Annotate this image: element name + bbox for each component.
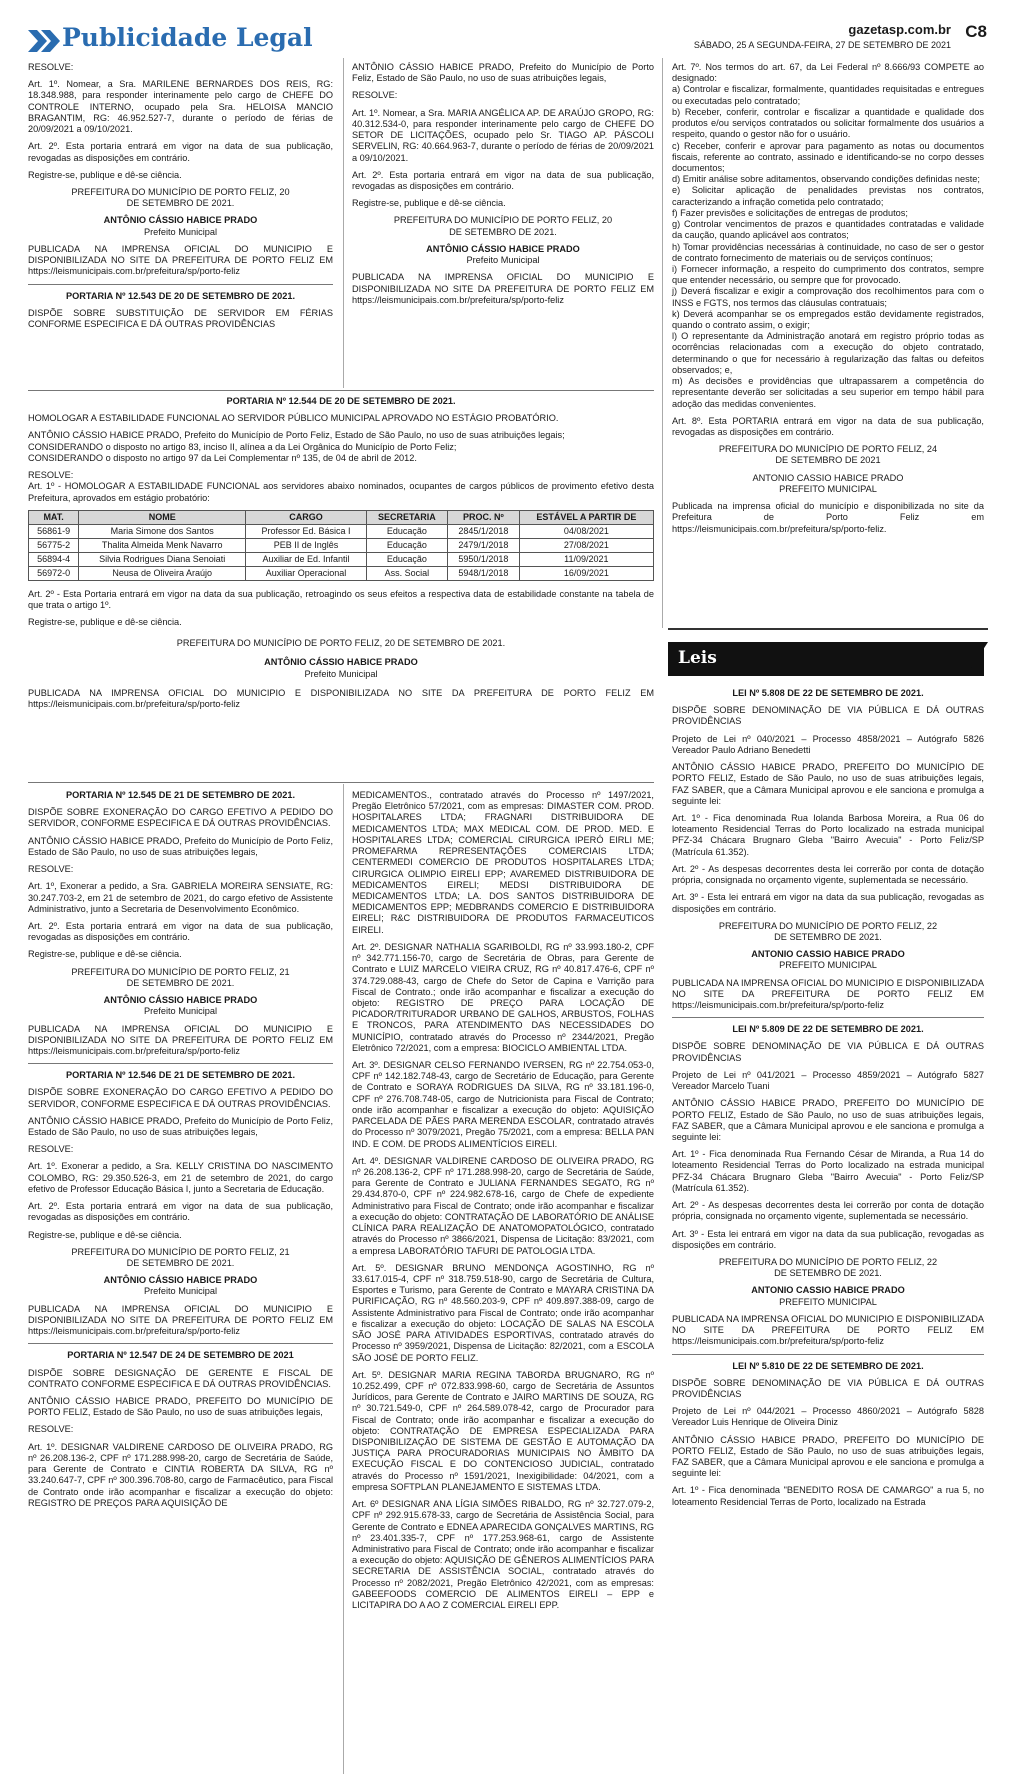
resolve: RESOLVE:	[28, 470, 74, 481]
table-header-row	[29, 510, 654, 524]
section-arrows-icon	[28, 28, 66, 54]
publication-note: PUBLICADA NA IMPRENSA OFICIAL DO MUNICIPIO E DISPONIBILIZADA NO SITE DA PREFEITURA DE PORTO FELIZ EM https://leismunicipais.com.br/prefeitura/sp/porto-feliz	[28, 243, 333, 277]
intro: ANTÔNIO CÁSSIO HABICE PRADO, PREFEITO DO MUNICÍPIO DE PORTO FELIZ, Estado de São Paulo, no uso de suas atribuições legais, FAZ SABER, que a Câmara Municipal aprovou e ele sanciona e promulga a seguinte lei:	[672, 762, 984, 806]
table-header: SECRETARIA	[366, 510, 447, 524]
publication-note: PUBLICADA NA IMPRENSA OFICIAL DO MUNICIPIO E DISPONIBILIZADA NO SITE DA PREFEITURA DE PORTO FELIZ EM https://leismunicipais.com.br/prefeitura/sp/porto-feliz	[28, 1023, 333, 1056]
table-header: ESTÁVEL A PARTIR DE	[519, 510, 653, 524]
list-item: j) Deverá fiscalizar e exigir a comprovação dos recolhimentos para com o INSS e FGTS, nos termos das cláusulas contratuais;	[672, 286, 984, 308]
column-1-bottom	[28, 790, 333, 1515]
article: Art. 5º. DESIGNAR MARIA REGINA TABORDA BRUGNARO, RG nº 10.252.499, CPF nº 072.833.998-60, cargo de Secretária de Assuntos Jurídicos, para Gerente de Contrato e JAIRO MARTINS DE SOUZA, RG nº 30.721.549-0, CPF nº 264.589.078-42, cargo de Procurador para Fiscal de Contrato; onde irão acompanhar e fiscalizar a execução do objeto: CONTRATAÇÃO DE EMPRESA ESPECIALIZADA PARA DISPONIBILIZAÇÃO DE SISTEMA DE GESTÃO E AUTOMAÇÃO DA JUSTIÇA PARA PROCURADORIAS MUNICIPAIS NO ÂMBITO DA EXECUÇÃO FISCAL E DO CONTENCIOSO JUDICIAL, contratado através do Processo nº 1591/2021, Inexigibilidade: 04/2021, com a empresa SOFTPLAN PLANEJAMENTO E SISTEMAS LTDA.	[352, 1369, 654, 1492]
intro: ANTÔNIO CÁSSIO HABICE PRADO, PREFEITO DO MUNICÍPIO DE PORTO FELIZ, Estado de São Paulo, no uso de suas atribuições legais, FAZ SABER, que a Câmara Municipal aprovou e ele sanciona e promulga a seguinte lei:	[672, 1098, 984, 1142]
portaria-ementa: DISPÕE SOBRE SUBSTITUIÇÃO DE SERVIDOR EM FÉRIAS CONFORME ESPECIFICA E DÁ OUTRAS PROVIDÊNCIAS	[28, 307, 333, 329]
lei-projeto: Projeto de Lei nº 040/2021 – Processo 4858/2021 – Autógrafo 5826 Vereador Paulo Adriano Benedetti	[672, 733, 984, 755]
table-cell: Maria Simone dos Santos	[79, 524, 246, 538]
table-cell: Thalita Almeida Menk Navarro	[79, 538, 246, 552]
article: Art. 2º. Esta portaria entrará em vigor na data de sua publicação, revogadas as disposições em contrário.	[28, 141, 333, 163]
page-number: C8	[965, 22, 987, 41]
signer-role: PREFEITO MUNICIPAL	[779, 1296, 877, 1307]
table-cell: Educação	[366, 552, 447, 566]
portaria-12544	[28, 396, 654, 716]
edition-date: SÁBADO, 25 A SEGUNDA-FEIRA, 27 DE SETEMBRO DE 2021	[693, 40, 951, 50]
signer-role: Prefeito Municipal	[143, 226, 218, 237]
table-cell: Auxiliar de Ed. Infantil	[246, 552, 367, 566]
table-header: NOME	[79, 510, 246, 524]
table-cell: 5948/1/2018	[448, 566, 520, 580]
signer-role: PREFEITO MUNICIPAL	[779, 483, 877, 494]
art7-list	[672, 84, 984, 409]
lei-ementa: DISPÕE SOBRE DENOMINAÇÃO DE VIA PÚBLICA E DÁ OUTRAS PROVIDÊNCIAS	[672, 1041, 984, 1063]
signer-name: ANTÔNIO CÁSSIO HABICE PRADO	[103, 1275, 258, 1286]
signer-role: PREFEITO MUNICIPAL	[779, 960, 877, 971]
table-cell: Educação	[366, 538, 447, 552]
list-item: g) Controlar vencimentos de prazos e quantidades contratadas e validade da caução, quando aplicável aos contratos;	[672, 219, 984, 241]
signer-role: Prefeito Municipal	[143, 1006, 218, 1017]
lei-projeto: Projeto de Lei nº 041/2021 – Processo 4859/2021 – Autógrafo 5827 Vereador Marcelo Tuani	[672, 1069, 984, 1092]
table-row	[29, 566, 654, 580]
portaria-ementa: DISPÕE SOBRE EXONERAÇÃO DO CARGO EFETIVO A PEDIDO DO SERVIDOR, CONFORME ESPECIFICA E DÁ OUTRAS PROVIDÊNCIAS.	[28, 807, 333, 829]
portaria-title: PORTARIA Nº 12.545 DE 21 DE SETEMBRO DE 2021.	[65, 790, 296, 800]
lei-title: LEI Nº 5.810 DE 22 DE SETEMBRO DE 2021.	[732, 1360, 924, 1371]
table-cell: 5950/1/2018	[448, 552, 520, 566]
table-cell: Auxiliar Operacional	[246, 566, 367, 580]
article: Art. 7º. Nos termos do art. 67, da Lei Federal nº 8.666/93 COMPETE ao designado:	[672, 62, 984, 84]
article: Art. 8º. Esta PORTARIA entrará em vigor na data de sua publicação, revogadas as disposições em contrário.	[672, 415, 984, 437]
column-2-bottom	[352, 790, 654, 1617]
article-continuation: MEDICAMENTOS., contratado através do Processo nº 1497/2021, Pregão Eletrônico 57/2021, com as empresas: DIMASTER COM. PROD. HOSPITALARES LTDA; FRAGNARI DISTRIBUIDORA DE MEDICAMENTOS LTDA; MAX MEDICAL COM. DE PROD. MED. E HOSPITALARES LTDA; COMERCIAL CIRURGICA IPERÓ EIRLI ME; PROMEFARMA REPRESENTAÇÕES COMERCIAIS LTDA; CENTERMEDI COMERCIO DE PRODUTOS HOSPITALARES LTDA; CIRURGICA OLIMPIO EIRELI EPP; AVAREMED DISTRIBUIDORA DE MEDICAMENTOS EIRELI; MEDSI DISTRIBUIDORA DE MEDICAMENTOS LTDA; LA. DOS SANTOS DISTRIBUIDORA DE MEDICAMENTOS EPP; MEDBRANDS COMERCIO E DISTRIBUIDORA EIRELI; R&C DISTRIBUIDORA DE PRODUTOS FARMACEUTICOS EIRELI.	[352, 790, 654, 935]
lei-projeto: Projeto de Lei nº 044/2021 – Processo 4860/2021 – Autógrafo 5828 Vereador Luis Henrique de Oliveira Diniz	[672, 1406, 984, 1428]
publication-note: PUBLICADA NA IMPRENSA OFICIAL DO MUNICIPIO E DISPONIBILIZADA NO SITE DA PREFEITURA DE PORTO FELIZ EM https://leismunicipais.com.br/prefeitura/sp/porto-feliz	[28, 687, 654, 710]
table-row	[29, 524, 654, 538]
signer-name: ANTÔNIO CÁSSIO HABICE PRADO	[103, 995, 258, 1006]
list-item: k) Deverá acompanhar se os empregados estão devidamente registrados, quando o contrato assim, o exigir;	[672, 308, 984, 331]
signer-name: ANTÔNIO CÁSSIO HABICE PRADO	[103, 215, 258, 226]
article: Art. 2º - As despesas decorrentes desta lei correrão por conta de dotação própria, consignada no orçamento vigente, suplementada se necessário.	[672, 863, 984, 886]
list-item: h) Tomar providências necessárias à continuidade, no caso de ser o gestor de contrato fornecimento de materiais ou de serviços contínuos;	[672, 241, 984, 263]
table-cell: PEB II de Inglês	[246, 538, 367, 552]
article: Art. 2º - Esta Portaria entrará em vigor na data da sua publicação, retroagindo os seus efeitos a respectiva data de estabilidade constante na tabela de que trata o artigo 1º.	[28, 588, 654, 610]
prefecture-date: PREFEITURA DO MUNICÍPIO DE PORTO FELIZ, 21 DE SETEMBRO DE 2021.	[71, 1246, 290, 1268]
article: Art. 2º - As despesas decorrentes desta lei correrão por conta de dotação própria, consignada no orçamento vigente, suplementada se necessário.	[672, 1200, 984, 1222]
table-cell: 2845/1/2018	[448, 524, 520, 538]
lei-ementa: DISPÕE SOBRE DENOMINAÇÃO DE VIA PÚBLICA E DÁ OUTRAS PROVIDÊNCIAS	[672, 705, 984, 727]
intro: ANTÔNIO CÁSSIO HABICE PRADO, Prefeito do Município de Porto Feliz, Estado de São Paulo, no uso de suas atribuições legais,	[28, 835, 333, 857]
table-cell: 56775-2	[29, 538, 79, 552]
table-row	[29, 552, 654, 566]
table-cell: 16/09/2021	[519, 566, 653, 580]
portaria-title: PORTARIA Nº 12.544 DE 20 DE SETEMBRO DE 2021.	[226, 396, 456, 406]
column-2-top	[352, 62, 654, 312]
prefecture-date: PREFEITURA DO MUNICÍPIO DE PORTO FELIZ, 21 DE SETEMBRO DE 2021.	[71, 966, 290, 988]
prefecture-date: PREFEITURA DO MUNICÍPIO DE PORTO FELIZ, 20 DE SETEMBRO DE 2021.	[393, 215, 613, 237]
resolve: RESOLVE:	[28, 62, 74, 72]
intro: ANTÔNIO CÁSSIO HABICE PRADO, PREFEITO DO MUNICÍPIO DE PORTO FELIZ, Estado de São Paulo, no uso de suas atribuições legais,	[28, 1395, 333, 1418]
portaria-ementa: DISPÕE SOBRE DESIGNAÇÃO DE GERENTE E FISCAL DE CONTRATO CONFORME ESPECIFICA E DÁ OUTRAS PROVIDÊNCIAS.	[28, 1367, 333, 1389]
column-1-top	[28, 62, 333, 336]
list-item: m) As decisões e providências que ultrapassarem a competência do representante deverão ser solicitadas a seu superior em tempo hábil para adoção das medidas convenientes.	[672, 376, 984, 409]
table-cell: Educação	[366, 524, 447, 538]
portaria-ementa: HOMOLOGAR A ESTABILIDADE FUNCIONAL AO SERVIDOR PÚBLICO MUNICIPAL APROVADO NO ESTÁGIO PROBATÓRIO.	[28, 413, 559, 424]
signer-name: ANTONIO CASSIO HABICE PRADO	[751, 1285, 905, 1296]
signer-name: ANTONIO CASSIO HABICE PRADO	[751, 949, 905, 960]
table-cell: Neusa de Oliveira Araújo	[79, 566, 246, 580]
list-item: c) Receber, conferir e aprovar para pagamento as notas ou documentos fiscais, referente ao contrato, assinado e identificando-se no corpo desses documentos;	[672, 140, 984, 173]
section-title: Publicidade Legal	[62, 23, 313, 52]
resolve: RESOLVE:	[28, 864, 74, 875]
closing: Registre-se, publique e dê-se ciência.	[28, 169, 182, 180]
table-header: CARGO	[246, 510, 367, 524]
table-header: MAT.	[29, 510, 79, 524]
portaria-title: PORTARIA Nº 12.543 DE 20 DE SETEMBRO DE 2021.	[65, 290, 296, 301]
article: Art. 1º - Fica denominada Rua Fernando César de Miranda, a Rua 14 do loteamento Residencial Terras do Porto localizado na estrada municipal PFZ-34 Chácara Brugnaro Gleba "Bairro Avecuia" - Porto Feliz/SP (Matrícula 61.352).	[672, 1149, 984, 1193]
article: Art. 1º. DESIGNAR VALDIRENE CARDOSO DE OLIVEIRA PRADO, RG nº 26.208.136-2, CPF nº 171.288.998-20, cargo de Secretária de Saúde, para Gerente de Contrato e CINTIA ROBERTA DA SILVA, RG nº 33.240.647-7, CPF nº 300.396.708-80, cargo de Farmacêutico, para Fiscal de Contrato onde irão acompanhar e fiscalizar a execução do objeto: REGISTRO DE PREÇOS PARA AQUISIÇÃO DE	[28, 1441, 333, 1508]
list-item: l) O representante da Administração anotará em registro próprio todas as ocorrências relacionadas com a execução do objeto contratado, determinando o que for necessário à regularização das faltas ou defeitos observados; e,	[672, 331, 984, 375]
signer-role: Prefeito Municipal	[304, 668, 378, 679]
article: Art. 6º DESIGNAR ANA LÍGIA SIMÕES RIBALDO, RG nº 32.727.079-2, CPF nº 292.915.678-33, cargo de Secretária de Assistência Social, para Gerente de Contrato e EDNEA APARECIDA GONÇALVES MARTINS, RG nº 23.401.335-7, CPF nº 177.253.968-61, cargo de Assistente Administrativo para Fiscal de Contrato; onde irão acompanhar e fiscalizar a execução do objeto: AQUISIÇÃO DE GÊNEROS ALIMENTÍCIOS PARA SECRETARIA DE ASSISTÊNCIA SOCIAL, contratado através do Processo nº 2082/2021, Pregão Eletrônico 42/2021, com as empresas: GABEEFOODS COMERCIO DE ALIMENTOS EIRELI – EPP e LICITAPIRA DO A AO Z COMERCIAL EIRELI EPP.	[352, 1499, 654, 1611]
considerando: CONSIDERANDO o disposto no artigo 83, inciso II, alínea a da Lei Orgânica do Município de Porto Feliz;	[28, 441, 457, 452]
signer-role: Prefeito Municipal	[143, 1286, 218, 1297]
article: Art. 4º. DESIGNAR VALDIRENE CARDOSO DE OLIVEIRA PRADO, RG nº 26.208.136-2, CPF nº 171.288.998-20, cargo de Secretária de Saúde, para Gerente de Contrato e JULIANA FERNANDES SEGATO, RG nº 29.434.870-0, CPF nº 224.982.678-16, cargo de Chefe de expediente Administrativo para Fiscal de Contrato; onde irão acompanhar e fiscalizar a execução do objeto: CONTRATAÇÃO DE LABORATÓRIO DE ANÁLISE CLÍNICA PARA REALIZAÇÃO DE ANATOMOPATOLÓGICO, contratado através do Processo nº 3866/2021, Dispensa de Licitação: 83/2021, com a empresa LABORATÓRIO TAFURI DE PATOLOGIA LTDA.	[352, 1155, 654, 1256]
publication-note: PUBLICADA NA IMPRENSA OFICIAL DO MUNICIPIO E DISPONIBILIZADA NO SITE DA PREFEITURA DE PORTO FELIZ EM https://leismunicipais.com.br/prefeitura/sp/porto-feliz	[28, 1303, 333, 1337]
resolve: RESOLVE:	[28, 1144, 74, 1155]
prefecture-date: PREFEITURA DO MUNICÍPIO DE PORTO FELIZ, 20 DE SETEMBRO DE 2021.	[176, 638, 506, 649]
intro: ANTÔNIO CÁSSIO HABICE PRADO, Prefeito do Município de Porto Feliz, Estado de São Paulo, no uso de suas atribuições legais,	[28, 1115, 333, 1138]
prefecture-date: PREFEITURA DO MUNICÍPIO DE PORTO FELIZ, 20 DE SETEMBRO DE 2021.	[71, 186, 290, 209]
table-header: PROC. Nº	[448, 510, 520, 524]
column-3-leis	[672, 688, 984, 1514]
table-cell: 27/08/2021	[519, 538, 653, 552]
article: Art. 1º - Fica denominada Rua Iolanda Barbosa Moreira, a Rua 06 do loteamento Residencial Terras do Porto localizado na estrada municipal PFZ-34 Chácara Brugnaro Gleba "Bairro Avecuia" - Porto Feliz/SP (Matrícula 61.352).	[672, 812, 984, 857]
article: Art. 1º - Fica denominada "BENEDITO ROSA DE CAMARGO" a rua 5, no loteamento Residencial Terras de Porto, localizado na Estrada	[672, 1485, 984, 1507]
prefecture-date: PREFEITURA DO MUNICÍPIO DE PORTO FELIZ, 24 DE SETEMBRO DE 2021	[718, 444, 938, 466]
portaria-title: PORTARIA Nº 12.546 DE 21 DE SETEMBRO DE 2021.	[65, 1070, 296, 1081]
table-cell: 04/08/2021	[519, 524, 653, 538]
list-item: f) Fazer previsões e solicitações de entregas de produtos;	[672, 207, 908, 218]
article: Art. 2º. Esta portaria entrará em vigor na data de sua publicação, revogadas as disposições em contrário.	[28, 920, 333, 943]
table-cell: Silvia Rodrigues Diana Senoiati	[79, 552, 246, 566]
signer-role: Prefeito Municipal	[466, 255, 540, 266]
stability-table	[28, 510, 654, 581]
table-cell: 56894-4	[29, 552, 79, 566]
list-item: e) Solicitar aplicação de penalidades previstas nos contratos, caracterizando a infração cometida pelo contratado;	[672, 185, 984, 207]
article: Art. 2º. Esta portaria entrará em vigor na data de sua publicação, revogadas as disposições em contrário.	[28, 1201, 333, 1223]
signer-name: ANTONIO CASSIO HABICE PRADO	[752, 472, 904, 483]
list-item: d) Emitir análise sobre aditamentos, observando condições definidas neste;	[672, 174, 980, 185]
table-cell: 56861-9	[29, 524, 79, 538]
publication-note: PUBLICADA NA IMPRENSA OFICIAL DO MUNICIPIO E DISPONIBILIZADA NO SITE DA PREFEITURA DE PORTO FELIZ EM https://leismunicipais.com.br/prefeitura/sp/porto-feliz	[672, 977, 984, 1011]
lei-title: LEI Nº 5.808 DE 22 DE SETEMBRO DE 2021.	[732, 688, 924, 698]
publication-note: PUBLICADA NA IMPRENSA OFICIAL DO MUNICIPIO E DISPONIBILIZADA NO SITE DA PREFEITURA DE PORTO FELIZ EM https://leismunicipais.com.br/prefeitura/sp/porto-feliz	[672, 1313, 984, 1347]
prefecture-date: PREFEITURA DO MUNICÍPIO DE PORTO FELIZ, 22 DE SETEMBRO DE 2021.	[718, 920, 938, 942]
table-cell: Professor Ed. Básica I	[246, 524, 367, 538]
article: Art. 1º. Nomear, a Sra. MARIA ANGÉLICA AP. DE ARAÚJO GROPO, RG: 40.312.534-0, para responder interinamente pelo cargo de CHEFE DO SETOR DE LICITAÇÕES, ocupado pelo Sr. TIAGO AP. PÁSCOLI SERVELIN, RG: 40.664.963-7, durante o período de férias de 20/09/2021 a 09/10/2021.	[352, 107, 654, 163]
table-cell: 2479/1/2018	[448, 538, 520, 552]
site-name: gazetasp.com.br	[848, 22, 951, 37]
table-cell: Ass. Social	[366, 566, 447, 580]
article: Art. 1º - HOMOLOGAR A ESTABILIDADE FUNCIONAL aos servidores abaixo nominados, ocupantes de cargos públicos de provimento efetivo desta Prefeitura, aprovados em estágio probatório:	[28, 481, 654, 503]
table-cell: 11/09/2021	[519, 552, 653, 566]
article: Art. 3º. DESIGNAR CELSO FERNANDO IVERSEN, RG nº 22.754.053-0, CPF nº 142.182.748-43, cargo de Secretário de Educação, para Gerente de Contrato e SORAYA RODRIGUES DA SILVA, RG nº 33.181.196-0, CPF nº 276.708.748-05, cargo de Nutricionista para Fiscal de Contrato; onde irão acompanhar e fiscalizar a execução do objeto: AQUISIÇÃO PARCELADA DE PÃES PARA MERENDA ESCOLAR, contratado através do Processo nº 3079/2021, Pregão 75/2021, com a empresa: BELLA PAN IND. E COM. DE PRODS ALIMENTÍCIOS EIRELI.	[352, 1060, 654, 1149]
portaria-title: PORTARIA Nº 12.547 DE 24 DE SETEMBRO DE 2021	[67, 1350, 294, 1361]
signer-name: ANTÔNIO CÁSSIO HABICE PRADO	[264, 657, 418, 668]
portaria-ementa: DISPÕE SOBRE EXONERAÇÃO DO CARGO EFETIVO A PEDIDO DO SERVIDOR, CONFORME ESPECIFICA E DÁ OUTRAS PROVIDÊNCIAS.	[28, 1087, 333, 1109]
lei-ementa: DISPÕE SOBRE DENOMINAÇÃO DE VIA PÚBLICA E DÁ OUTRAS PROVIDÊNCIAS	[672, 1377, 984, 1399]
publication-note: Publicada na imprensa oficial do município e disponibilizada no site da Prefeitura de Porto Feliz em https://leismunicipais.com.br/prefeitura/sp/porto-feliz.	[672, 501, 984, 534]
resolve: RESOLVE:	[352, 90, 398, 101]
article: Art. 3º - Esta lei entrará em vigor na data da sua publicação, revogadas as disposições em contrário.	[672, 1228, 984, 1250]
closing: Registre-se, publique e dê-se ciência.	[28, 617, 182, 628]
list-item: a) Controlar e fiscalizar, formalmente, quantidades requisitadas e entregues ou executadas pelo contratado;	[672, 84, 984, 106]
article: Art. 2º. DESIGNAR NATHALIA SGARIBOLDI, RG nº 33.993.180-2, CPF nº 342.771.156-70, cargo de Secretária de Obras, para Gerente de Contrato e LUIZ MARCELO VIEIRA CRUZ, RG nº 40.817.476-6, CPF nº 374.729.088-43, cargo de Chefe do Setor de Capina e Varrição para Fiscal de Contrato.; onde irão acompanhar e fiscalizar a execução do objeto: REGISTRO DE PREÇO PARA LOCAÇÃO DE PICADOR/TRITURADOR URBANO DE GALHOS, ARBUSTOS, FOLHAS E TRONCOS, PARA ATENDIMENTO DAS NECESSIDADES DO MUNICÍPIO, contratado através do Processo nº 2344/2021, Pregão Eletrônico 72/2021, com a empresa: BIOCICLO AMBIENTAL LTDA.	[352, 941, 654, 1053]
closing: Registre-se, publique e dê-se ciência.	[28, 949, 182, 960]
article: Art. 1º. Exonerar a pedido, a Sra. KELLY CRISTINA DO NASCIMENTO COLOMBO, RG: 29.350.526-3, em 21 de setembro de 2021, do cargo efetivo de Professor Educação Básica I, junto a Secretaria de Educação.	[28, 1161, 333, 1194]
intro: ANTÔNIO CÁSSIO HABICE PRADO, Prefeito do Município de Porto Feliz, Estado de São Paulo, no uso de suas atribuições legais;	[28, 430, 565, 441]
intro: ANTÔNIO CÁSSIO HABICE PRADO, Prefeito do Município de Porto Feliz, Estado de São Paulo, no uso de suas atribuições legais,	[352, 62, 654, 84]
intro: ANTÔNIO CÁSSIO HABICE PRADO, PREFEITO DO MUNICÍPIO DE PORTO FELIZ, Estado de São Paulo, no uso de suas atribuições legais, FAZ SABER, que a Câmara Municipal aprovou e ele sanciona e promulga a seguinte lei:	[672, 1434, 984, 1479]
lei-title: LEI Nº 5.809 DE 22 DE SETEMBRO DE 2021.	[732, 1024, 924, 1035]
article: Art. 1º. Nomear, a Sra. MARILENE BERNARDES DOS REIS, RG: 18.348.988, para responder interinamente pelo cargo de CHEFE DO CONTROLE INTERNO, ocupado pela Sra. HELOISA MANCIO BRAGANTIM, RG: 46.952.527-7, durante o período de férias de 20/09/2021 a 09/10/2021.	[28, 79, 333, 135]
table-row	[29, 538, 654, 552]
closing: Registre-se, publique e dê-se ciência.	[28, 1229, 182, 1240]
signer-name: ANTÔNIO CÁSSIO HABICE PRADO	[426, 243, 580, 254]
column-3-top	[672, 62, 984, 541]
article: Art. 1º, Exonerar a pedido, a Sra. GABRIELA MOREIRA SENSIATE, RG: 30.247.703-2, em 21 de setembro de 2021, do cargo efetivo de Assistente Administrativo, junto a Secretaria de Desenvolvimento Econômico.	[28, 881, 333, 914]
article: Art. 3º - Esta lei entrará em vigor na data da sua publicação, revogadas as disposições em contrário.	[672, 892, 984, 914]
leis-section-header	[668, 642, 984, 676]
closing: Registre-se, publique e dê-se ciência.	[352, 198, 506, 209]
table-cell: 56972-0	[29, 566, 79, 580]
leis-section-title: Leis	[678, 648, 717, 668]
article: Art. 2º. Esta portaria entrará em vigor na data de sua publicação, revogadas as disposições em contrário.	[352, 169, 654, 191]
section-corner-icon	[966, 642, 988, 676]
list-item: i) Fornecer informação, a respeito do cumprimento dos contratos, sempre que entender necessário, ou sempre que for provocado.	[672, 263, 984, 286]
article: Art. 5º. DESIGNAR BRUNO MENDONÇA AGOSTINHO, RG nº 33.617.015-4, CPF nº 318.759.518-90, cargo de Secretária de Cultura, Esportes e Turismo, para Gerente de Contrato e MAYARA CRISTINA DA PURIFICAÇÃO, RG nº 48.560.203-9, CPF nº 409.897.388-09, cargo de Assistente Administrativo para Fiscal de Contrato; onde irão acompanhar e fiscalizar a execução do objeto: LOCAÇÃO DE SALAS NA ESCOLA SÃO JOSÉ PARA ATIVIDADES ESPORTIVAS, contratado através do Processo nº 3959/2021, Dispensa de Licitação: 82/2021, com a ESCOLA SÃO JOSÉ DE PORTO FELIZ.	[352, 1262, 654, 1363]
publication-note: PUBLICADA NA IMPRENSA OFICIAL DO MUNICIPIO E DISPONIBILIZADA NO SITE DA PREFEITURA DE PORTO FELIZ EM https://leismunicipais.com.br/prefeitura/sp/porto-feliz	[352, 272, 654, 305]
resolve: RESOLVE:	[28, 1424, 74, 1435]
list-item: b) Receber, conferir, controlar e fiscalizar a quantidade e qualidade dos produtos e/ou serviços contratados ou solicitar formalmente dos usuários a respeito, quando o gestor não for o usuário.	[672, 106, 984, 140]
considerando: CONSIDERANDO o disposto no artigo 97 da Lei Complementar nº 135, de 04 de abril de 2012.	[28, 452, 417, 463]
prefecture-date: PREFEITURA DO MUNICÍPIO DE PORTO FELIZ, 22 DE SETEMBRO DE 2021.	[718, 1256, 938, 1279]
